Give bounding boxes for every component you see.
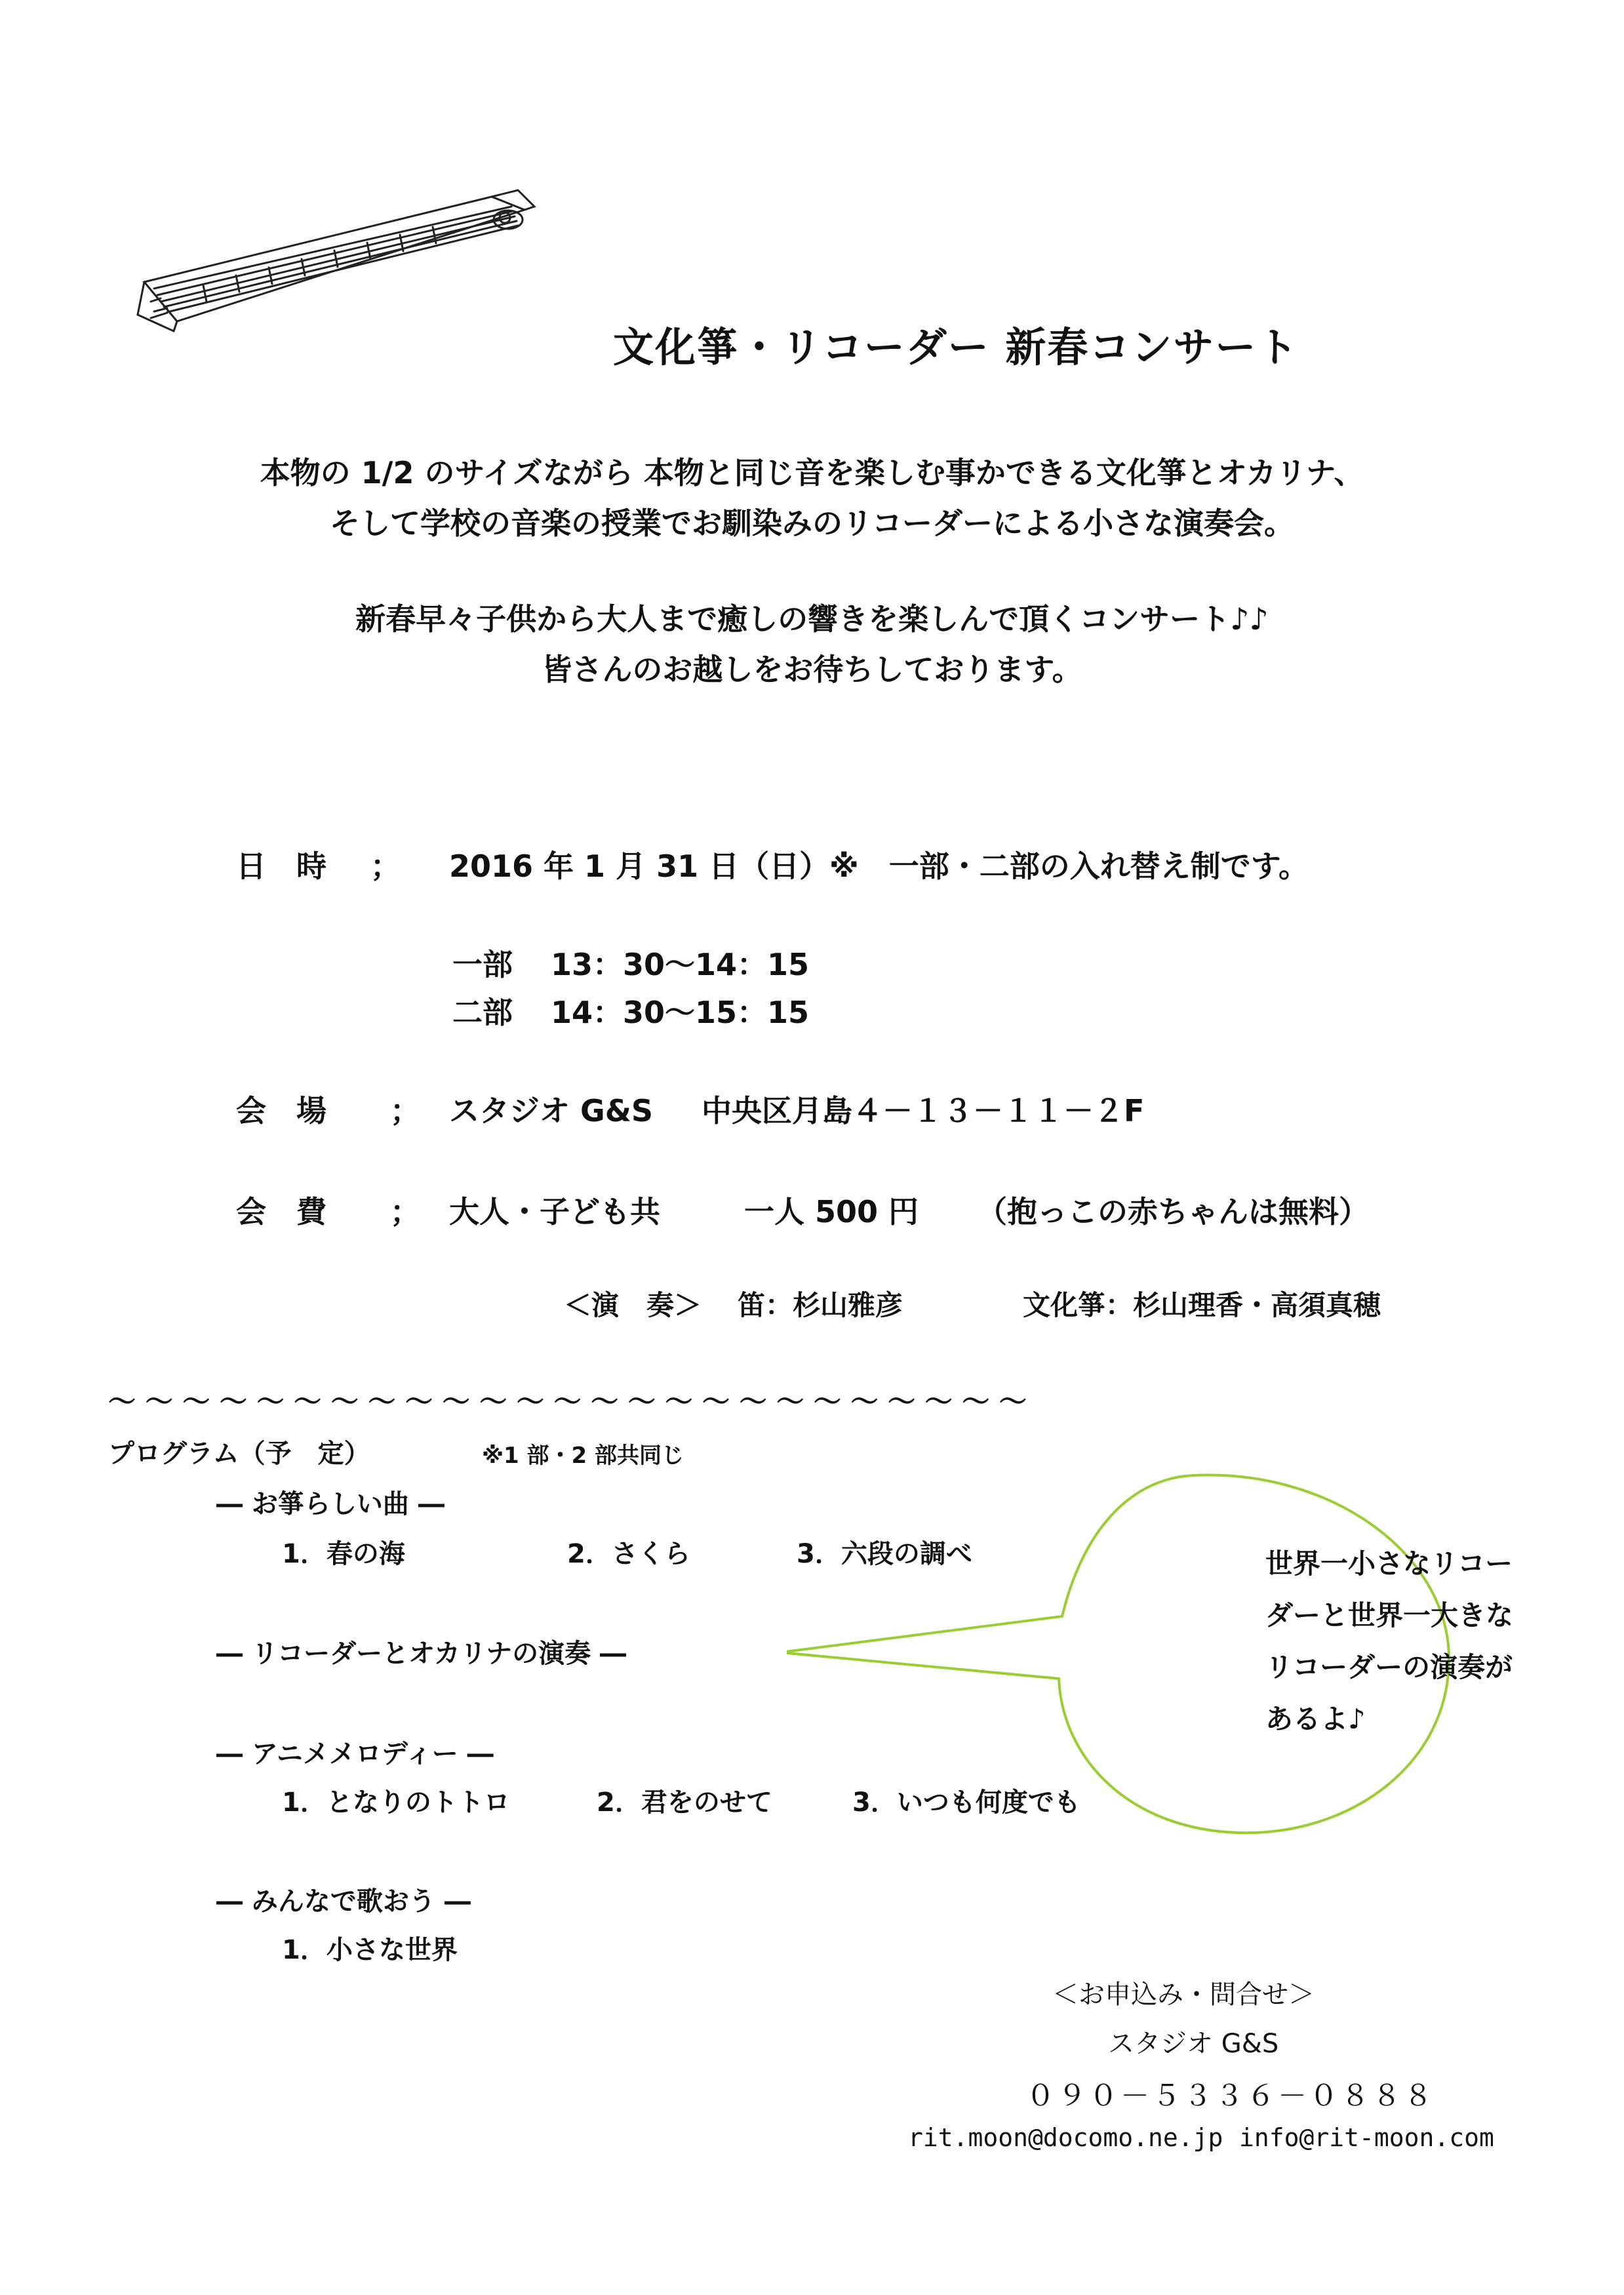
performers-label: ＜演 奏＞: [564, 1289, 702, 1321]
program-item: 1．小さな世界: [282, 1935, 458, 1965]
contact-phone: ０９０－５３３６－０８８８: [1026, 2079, 1435, 2113]
venue-label: 会 場: [236, 1093, 327, 1128]
program-item: 3．六段の調べ: [797, 1539, 972, 1569]
intro-line-2: そして学校の音楽の授業でお馴染みのリコーダーによる小さな演奏会。: [329, 506, 1295, 541]
part1-label: 一部: [452, 947, 513, 982]
intro-line-4: 皆さんのお越しをお待ちしております。: [542, 652, 1082, 687]
venue-address: 中央区月島４－１３－１１－２F: [702, 1093, 1145, 1128]
program-note: ※1 部・2 部共同じ: [482, 1443, 684, 1469]
section-title-singalong: ― みんなで歌おう ―: [216, 1886, 471, 1917]
contact-heading: ＜お申込み・問合せ＞: [1052, 1980, 1315, 2010]
wave-divider: ～ ～ ～ ～ ～ ～ ～ ～ ～ ～ ～ ～ ～ ～ ～ ～ ～ ～ ～ ～ ～ ～ ～ ～ ～: [108, 1386, 1027, 1418]
fee-label: 会 費: [236, 1194, 327, 1229]
fee-amount: 一人 500 円: [744, 1194, 919, 1229]
intro-line-3: 新春早々子供から大人まで癒しの響きを楽しんで頂くコンサート♪♪: [355, 601, 1269, 637]
date-value: 2016 年 1 月 31 日（日）: [449, 848, 830, 884]
program-heading: プログラム（予 定）: [108, 1439, 370, 1469]
part2-label: 二部: [452, 995, 513, 1030]
program-item: 2．さくら: [567, 1539, 690, 1569]
program-item: 1．春の海: [282, 1539, 405, 1569]
page-title: 文化箏・リコーダー 新春コンサート: [613, 323, 1299, 371]
venue-name: スタジオ G&S: [449, 1093, 654, 1128]
contact-name: スタジオ G&S: [1108, 2029, 1279, 2059]
koto-illustration: [125, 170, 557, 367]
bubble-text: 世界一小さなリコーダーと世界一大きなリコーダーの演奏があるよ♪: [1265, 1547, 1514, 1735]
program-item: 1．となりのトトロ: [282, 1787, 510, 1818]
part1-time: 13：30～14：15: [551, 947, 810, 982]
date-sep: ；: [370, 848, 401, 884]
fee-sep: ；: [390, 1194, 420, 1229]
program-item: 3．いつも何度でも: [852, 1787, 1080, 1818]
section-title-koto: ― お箏らしい曲 ―: [216, 1489, 445, 1519]
section-title-anime: ― アニメメロディー ―: [216, 1739, 494, 1769]
contact-email-1[interactable]: rit.moon@docomo.ne.jp: [908, 2123, 1223, 2152]
contact-email-2[interactable]: info@rit-moon.com: [1239, 2123, 1494, 2152]
fee-note: （抱っこの赤ちゃんは無料）: [977, 1194, 1369, 1229]
date-note: ※ 一部・二部の入れ替え制です。: [829, 848, 1309, 884]
part2-time: 14：30～15：15: [551, 995, 810, 1030]
section-title-recorder: ― リコーダーとオカリナの演奏 ―: [216, 1639, 627, 1669]
intro-line-1: 本物の 1/2 のサイズながら 本物と同じ音を楽しむ事かできる文化箏とオカリナ、: [260, 455, 1364, 490]
fee-who: 大人・子ども共: [449, 1194, 660, 1229]
performers-koto: 文化箏：杉山理香・高須真穂: [1023, 1289, 1381, 1321]
program-item: 2．君をのせて: [597, 1787, 772, 1818]
venue-sep: ；: [390, 1093, 420, 1128]
performers-flute: 笛：杉山雅彦: [738, 1289, 903, 1321]
date-label: 日 時: [236, 848, 327, 884]
